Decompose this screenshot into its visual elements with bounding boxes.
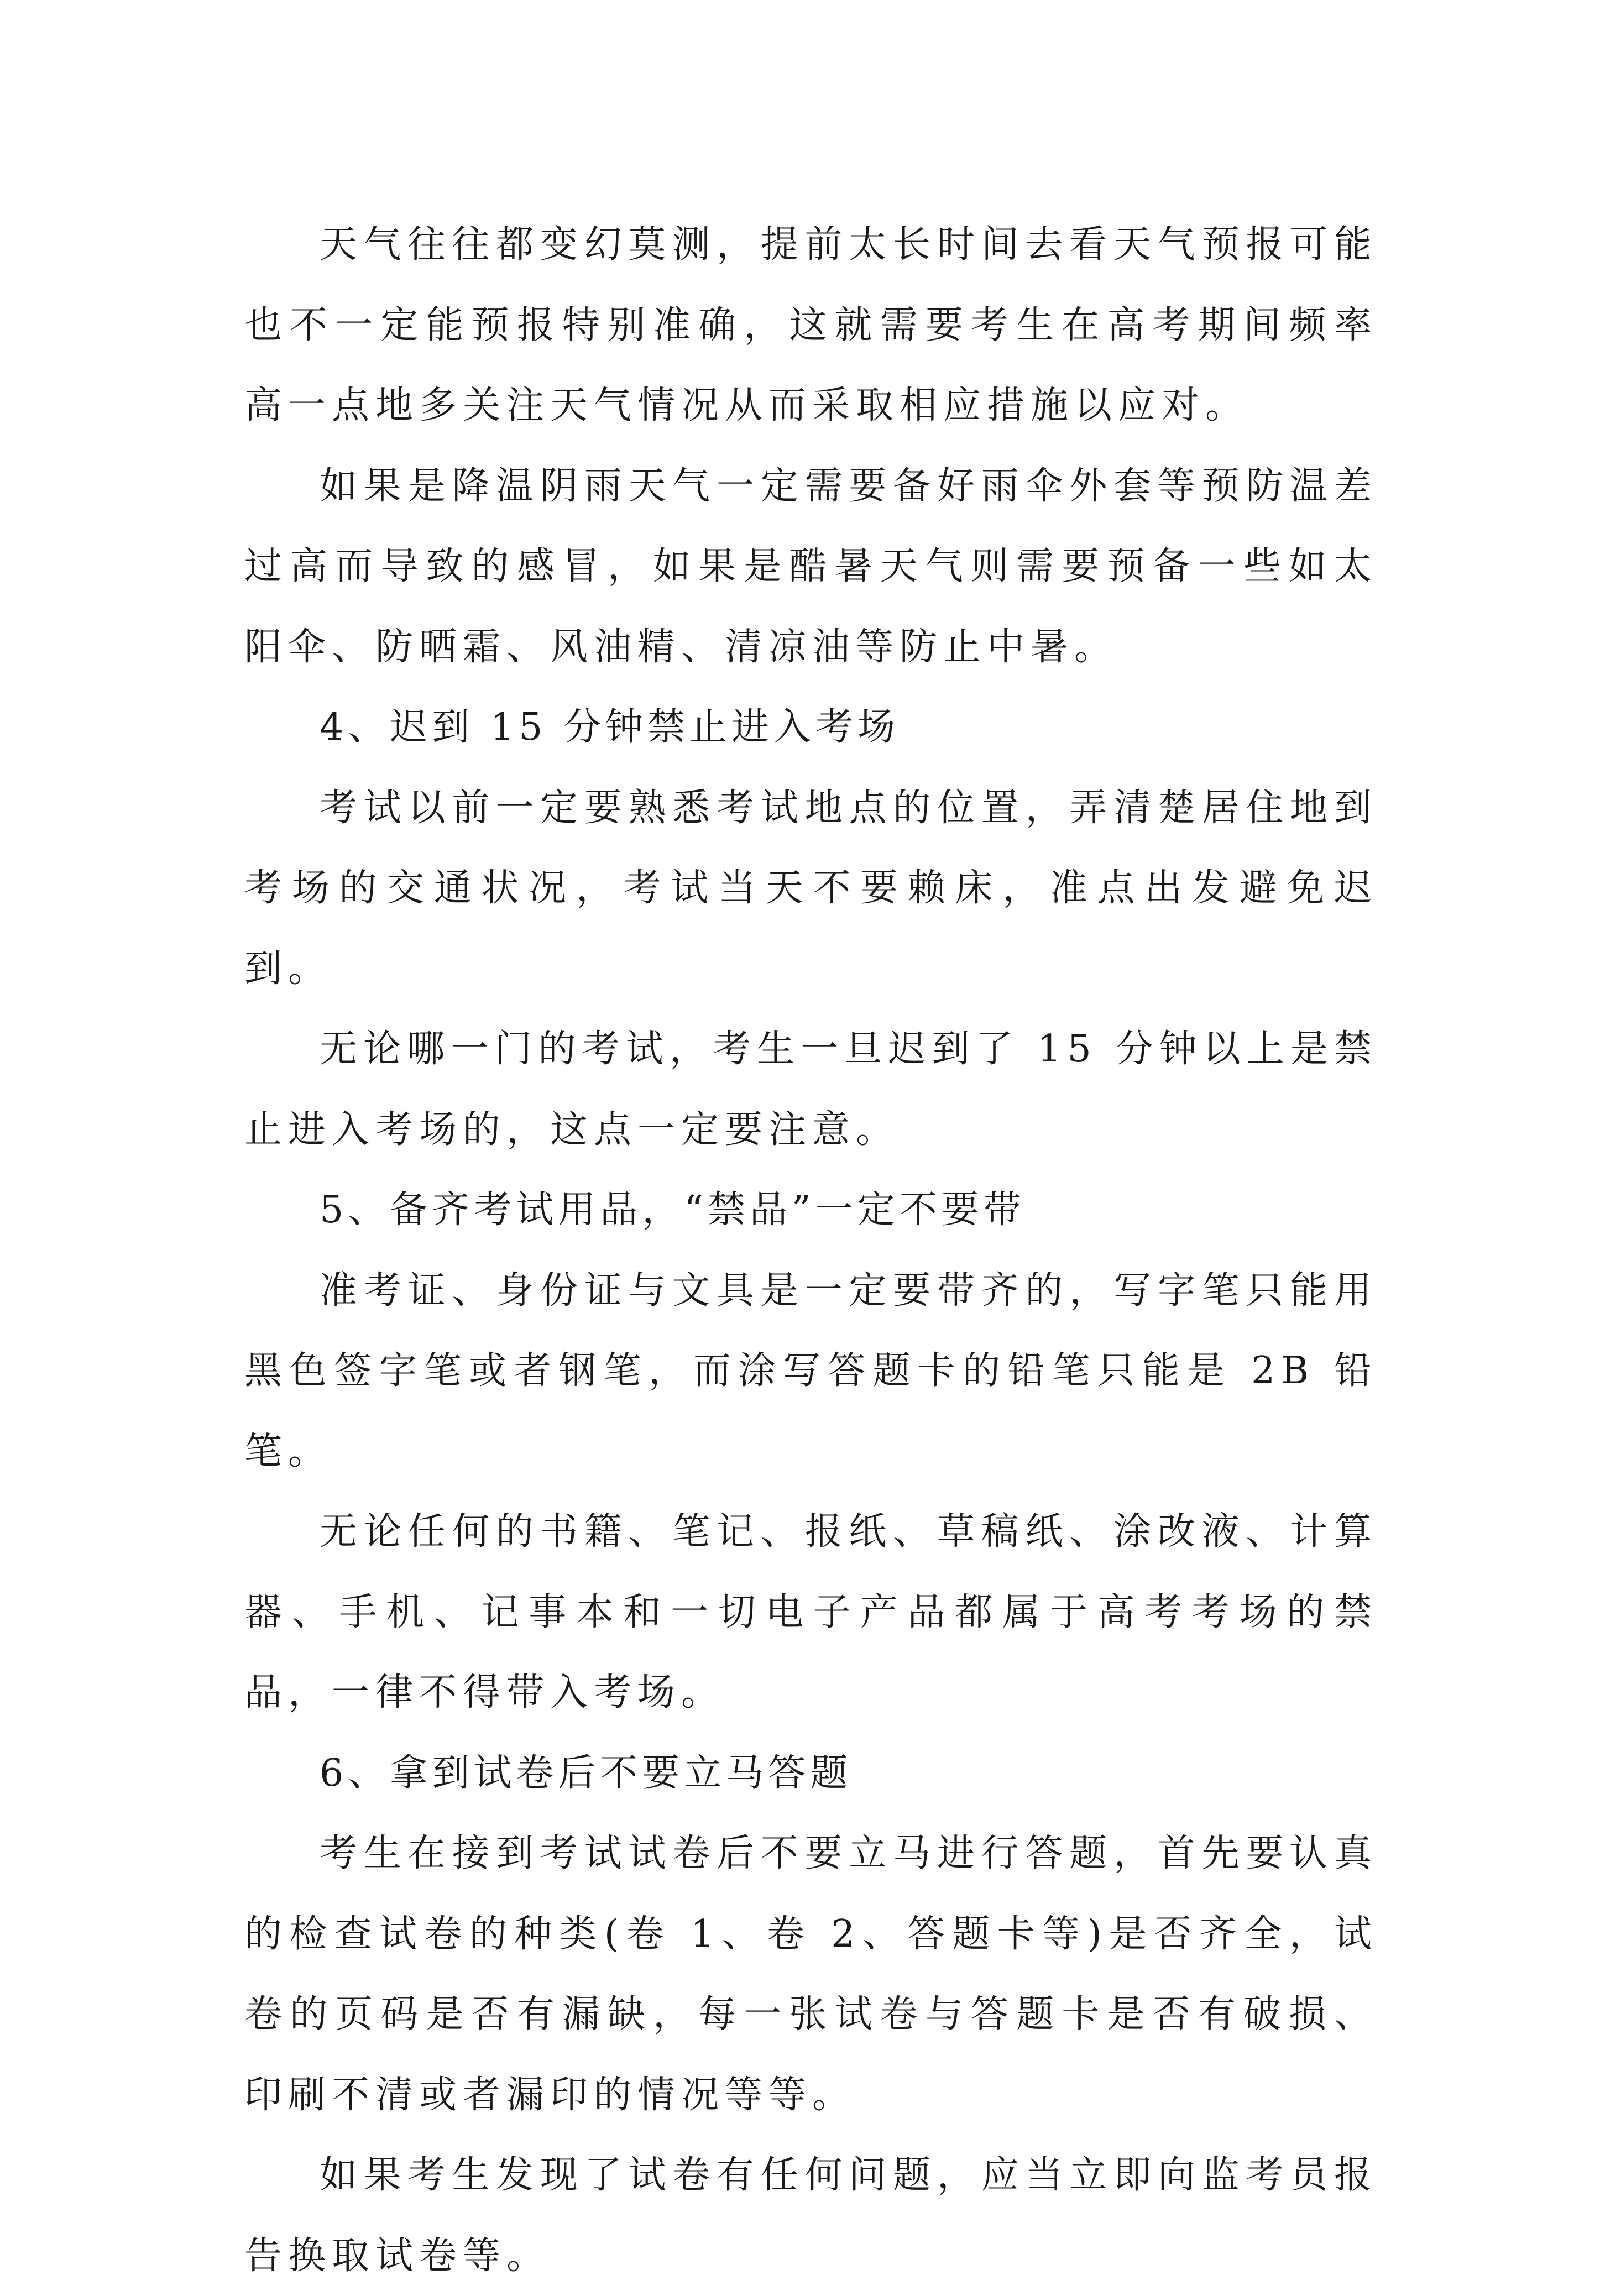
section-heading-exam-supplies: 5、备齐考试用品，“禁品”一定不要带 — [320, 1188, 1026, 1232]
paragraph-exam-location: 考试以前一定要熟悉考试地点的位置，弄清楚居住地到考场的交通状况，考试当天不要赖床，准点出发避免迟到。 — [244, 786, 1378, 991]
paragraph-required-items: 准考证、身份证与文具是一定要带齐的，写字笔只能用黑色签字笔或者钢笔，而涂写答题卡的铅笔只能是 2B 铅笔。 — [244, 1268, 1378, 1473]
paragraph-prohibited-items: 无论任何的书籍、笔记、报纸、草稿纸、涂改液、计算器、手机、记事本和一切电子产品都属于高考考场的禁品，一律不得带入考场。 — [244, 1510, 1378, 1714]
document-body — [244, 205, 1378, 2296]
section-heading-check-paper: 6、拿到试卷后不要立马答题 — [320, 1751, 853, 1795]
paragraph-check-paper: 考生在接到考试试卷后不要立马进行答题，首先要认真的检查试卷的种类(卷 1、卷 2、答题卡等)是否齐全，试卷的页码是否有漏缺，每一张试卷与答题卡是否有破损、印刷不清或者漏印的情况等等。 — [244, 1832, 1378, 2117]
paragraph-late-rule: 无论哪一门的考试，考生一旦迟到了 15 分钟以上是禁止进入考场的，这点一定要注意。 — [244, 1027, 1378, 1152]
paragraph-weather-forecast: 天气往往都变幻莫测，提前太长时间去看天气预报可能也不一定能预报特别准确，这就需要考生在高考期间频率高一点地多关注天气情况从而采取相应措施以应对。 — [244, 223, 1378, 427]
section-heading-late-arrival: 4、迟到 15 分钟禁止进入考场 — [320, 705, 900, 749]
paragraph-weather-preparation: 如果是降温阴雨天气一定需要备好雨伞外套等预防温差过高而导致的感冒，如果是酷暑天气则需要预备一些如太阳伞、防晒霜、风油精、清凉油等防止中暑。 — [244, 464, 1378, 669]
paragraph-report-problem: 如果考生发现了试卷有任何问题，应当立即向监考员报告换取试卷等。 — [244, 2153, 1378, 2278]
